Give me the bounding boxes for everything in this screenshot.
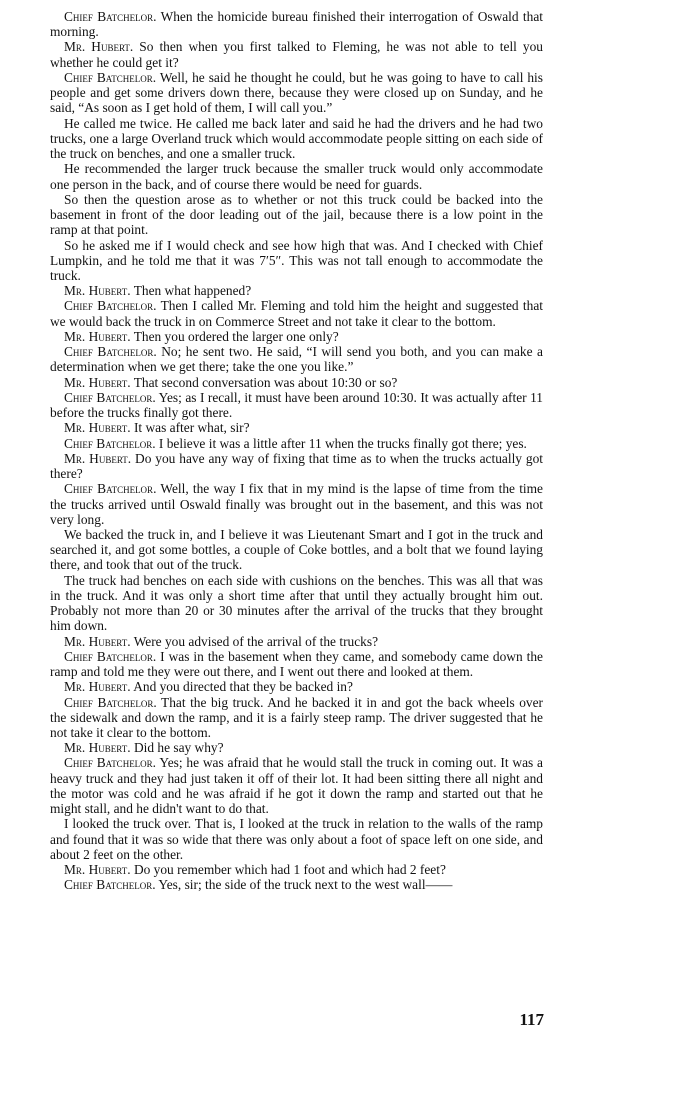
testimony-paragraph [50,329,543,344]
paragraph-text: Then I called Mr. Fleming and told him the height and suggested that we would back the truck in on Commerce Street and not take it clear to the bottom. [50,298,543,329]
testimony-paragraph [50,344,543,374]
speaker-name: Chief Batchelor. [64,344,157,360]
paragraph-text: We backed the truck in, and I believe it was Lieutenant Smart and I got in the truck and searched it, and got some bottles, a couple of Coke bottles, and a bolt that we found laying there, and took that out of the truck. [50,526,543,573]
paragraph-text: Yes; as I recall, it must have been around 10:30. It was actually after 11 before the trucks finally got there. [50,389,543,421]
speaker-name: Chief Batchelor. [64,389,156,405]
speaker-name: Chief Batchelor. [64,481,157,497]
testimony-paragraph [50,436,543,451]
testimony-paragraph [50,862,543,877]
paragraph-text: Do you remember which had 1 foot and which had 2 feet? [130,862,446,878]
testimony-paragraph [50,573,543,634]
testimony-paragraph [50,192,543,238]
paragraph-text: That the big truck. And he backed it in and got the back wheels over the sidewalk and down the ramp, and it is a fairly steep ramp. The driver suggested that he not take it clear to the bottom. [50,694,543,741]
paragraph-text: He called me twice. He called me back later and said he had the drivers and he had two trucks, one a large Overland truck which would accommodate people sitting on each side of the truck on benches, and one a smaller truck. [50,115,543,162]
paragraph-text: Yes; he was afraid that he would stall the truck in coming out. It was a heavy truck and they had just taken it off of their lot. It had been sitting there all night and the motor was cold and he was afraid if he got it down the ramp and started out that he might stall, and he didn't want to do that. [50,755,544,817]
paragraph-text: Did he say why? [130,740,224,756]
speaker-name: Chief Batchelor. [64,755,157,771]
paragraph-text: Well, he said he thought he could, but he was going to have to call his people and get some drivers down there, because they were closed up on Sunday, and he said, “As soon as I get hold of them, I will call you.” [50,69,543,116]
paragraph-text: Then you ordered the larger one only? [130,328,339,344]
paragraph-text: So then when you first talked to Fleming, he was not able to tell you whether he could get it? [50,39,543,70]
speaker-name: Mr. Hubert. [64,740,131,756]
paragraph-text: Yes, sir; the side of the truck next to the west wall—— [155,877,453,893]
testimony-paragraph [50,481,543,527]
testimony-paragraph [50,451,543,481]
paragraph-text: I was in the basement when they came, and somebody came down the ramp and told me they were out there, and I went out there and looked at them. [50,648,543,680]
speaker-name: Chief Batchelor. [64,694,157,710]
speaker-name: Mr. Hubert. [64,328,131,344]
speaker-name: Chief Batchelor. [64,435,156,451]
paragraph-text: So he asked me if I would check and see how high that was. And I checked with Chief Lumpkin, and he told me that it was 7′5″. This was not tall enough to accommodate the truck. [50,237,543,283]
speaker-name: Mr. Hubert. [64,39,134,55]
speaker-name: Chief Batchelor. [64,298,157,314]
testimony-paragraph [50,390,543,420]
speaker-name: Mr. Hubert. [64,374,131,390]
testimony-paragraph [50,755,543,816]
paragraph-text: And you directed that they be backed in? [130,679,353,695]
speaker-name: Chief Batchelor. [64,648,157,664]
paragraph-text: So then the question arose as to whether or not this truck could be backed into the basement in front of the door leading out of the jail, because there is a low point in the ramp at that point. [50,191,543,238]
speaker-name: Mr. Hubert. [64,862,131,878]
testimony-paragraph [50,877,543,892]
speaker-name: Chief Batchelor. [64,877,156,893]
speaker-name: Mr. Hubert. [64,633,131,649]
testimony-paragraph [50,634,543,649]
testimony-paragraph [50,161,543,191]
testimony-paragraph [50,238,543,284]
paragraph-text: Were you advised of the arrival of the trucks? [130,633,379,649]
testimony-paragraph [50,298,543,328]
testimony-paragraph [50,816,543,862]
page-number: 117 [519,1010,544,1029]
testimony-paragraph [50,740,543,755]
paragraph-text: The truck had benches on each side with cushions on the benches. This was all that was in the truck. And it was only a short time after that until they actually brought him out. Probably not more than 20 or 30 minutes after the arrival of the trucks that they brought him down. [50,572,543,634]
testimony-paragraph [50,283,543,298]
testimony-paragraph [50,375,543,390]
speaker-name: Mr. Hubert. [64,420,131,436]
testimony-paragraph [50,649,543,679]
paragraph-text: It was after what, sir? [130,420,250,436]
speaker-name: Chief Batchelor. [64,69,157,85]
speaker-name: Mr. Hubert. [64,679,131,695]
testimony-paragraph [50,70,543,116]
document-body [50,9,543,893]
paragraph-text: I looked the truck over. That is, I looked at the truck in relation to the walls of the ramp and found that it was so wide that there was only about a foot of space left on one side, and about 2 feet on the other. [50,816,543,862]
paragraph-text: I believe it was a little after 11 when the trucks finally got there; yes. [155,435,527,451]
paragraph-text: No; he sent two. He said, “I will send you both, and you can make a determination when we get there; take the one you like.” [50,344,543,375]
speaker-name: Chief Batchelor. [64,9,157,24]
testimony-paragraph [50,527,543,573]
paragraph-text: When the homicide bureau finished their interrogation of Oswald that morning. [50,9,543,40]
testimony-paragraph [50,679,543,694]
testimony-paragraph [50,420,543,435]
testimony-paragraph [50,695,543,741]
paragraph-text: Do you have any way of fixing that time as to when the trucks actually got there? [50,450,543,482]
paragraph-text: That second conversation was about 10:30 or so? [130,374,398,390]
paragraph-text: He recommended the larger truck because the smaller truck would only accommodate one person in the back, and of course there would be need for guards. [50,161,543,192]
paragraph-text: Then what happened? [130,283,252,299]
speaker-name: Mr. Hubert. [64,283,131,299]
speaker-name: Mr. Hubert. [64,450,132,466]
paragraph-text: Well, the way I fix that in my mind is the lapse of time from the time the trucks arrived until Oswald finally was brought out in the basement, and this was not very long. [50,481,544,527]
testimony-paragraph [50,116,543,162]
testimony-paragraph [50,39,543,69]
testimony-paragraph [50,9,543,39]
